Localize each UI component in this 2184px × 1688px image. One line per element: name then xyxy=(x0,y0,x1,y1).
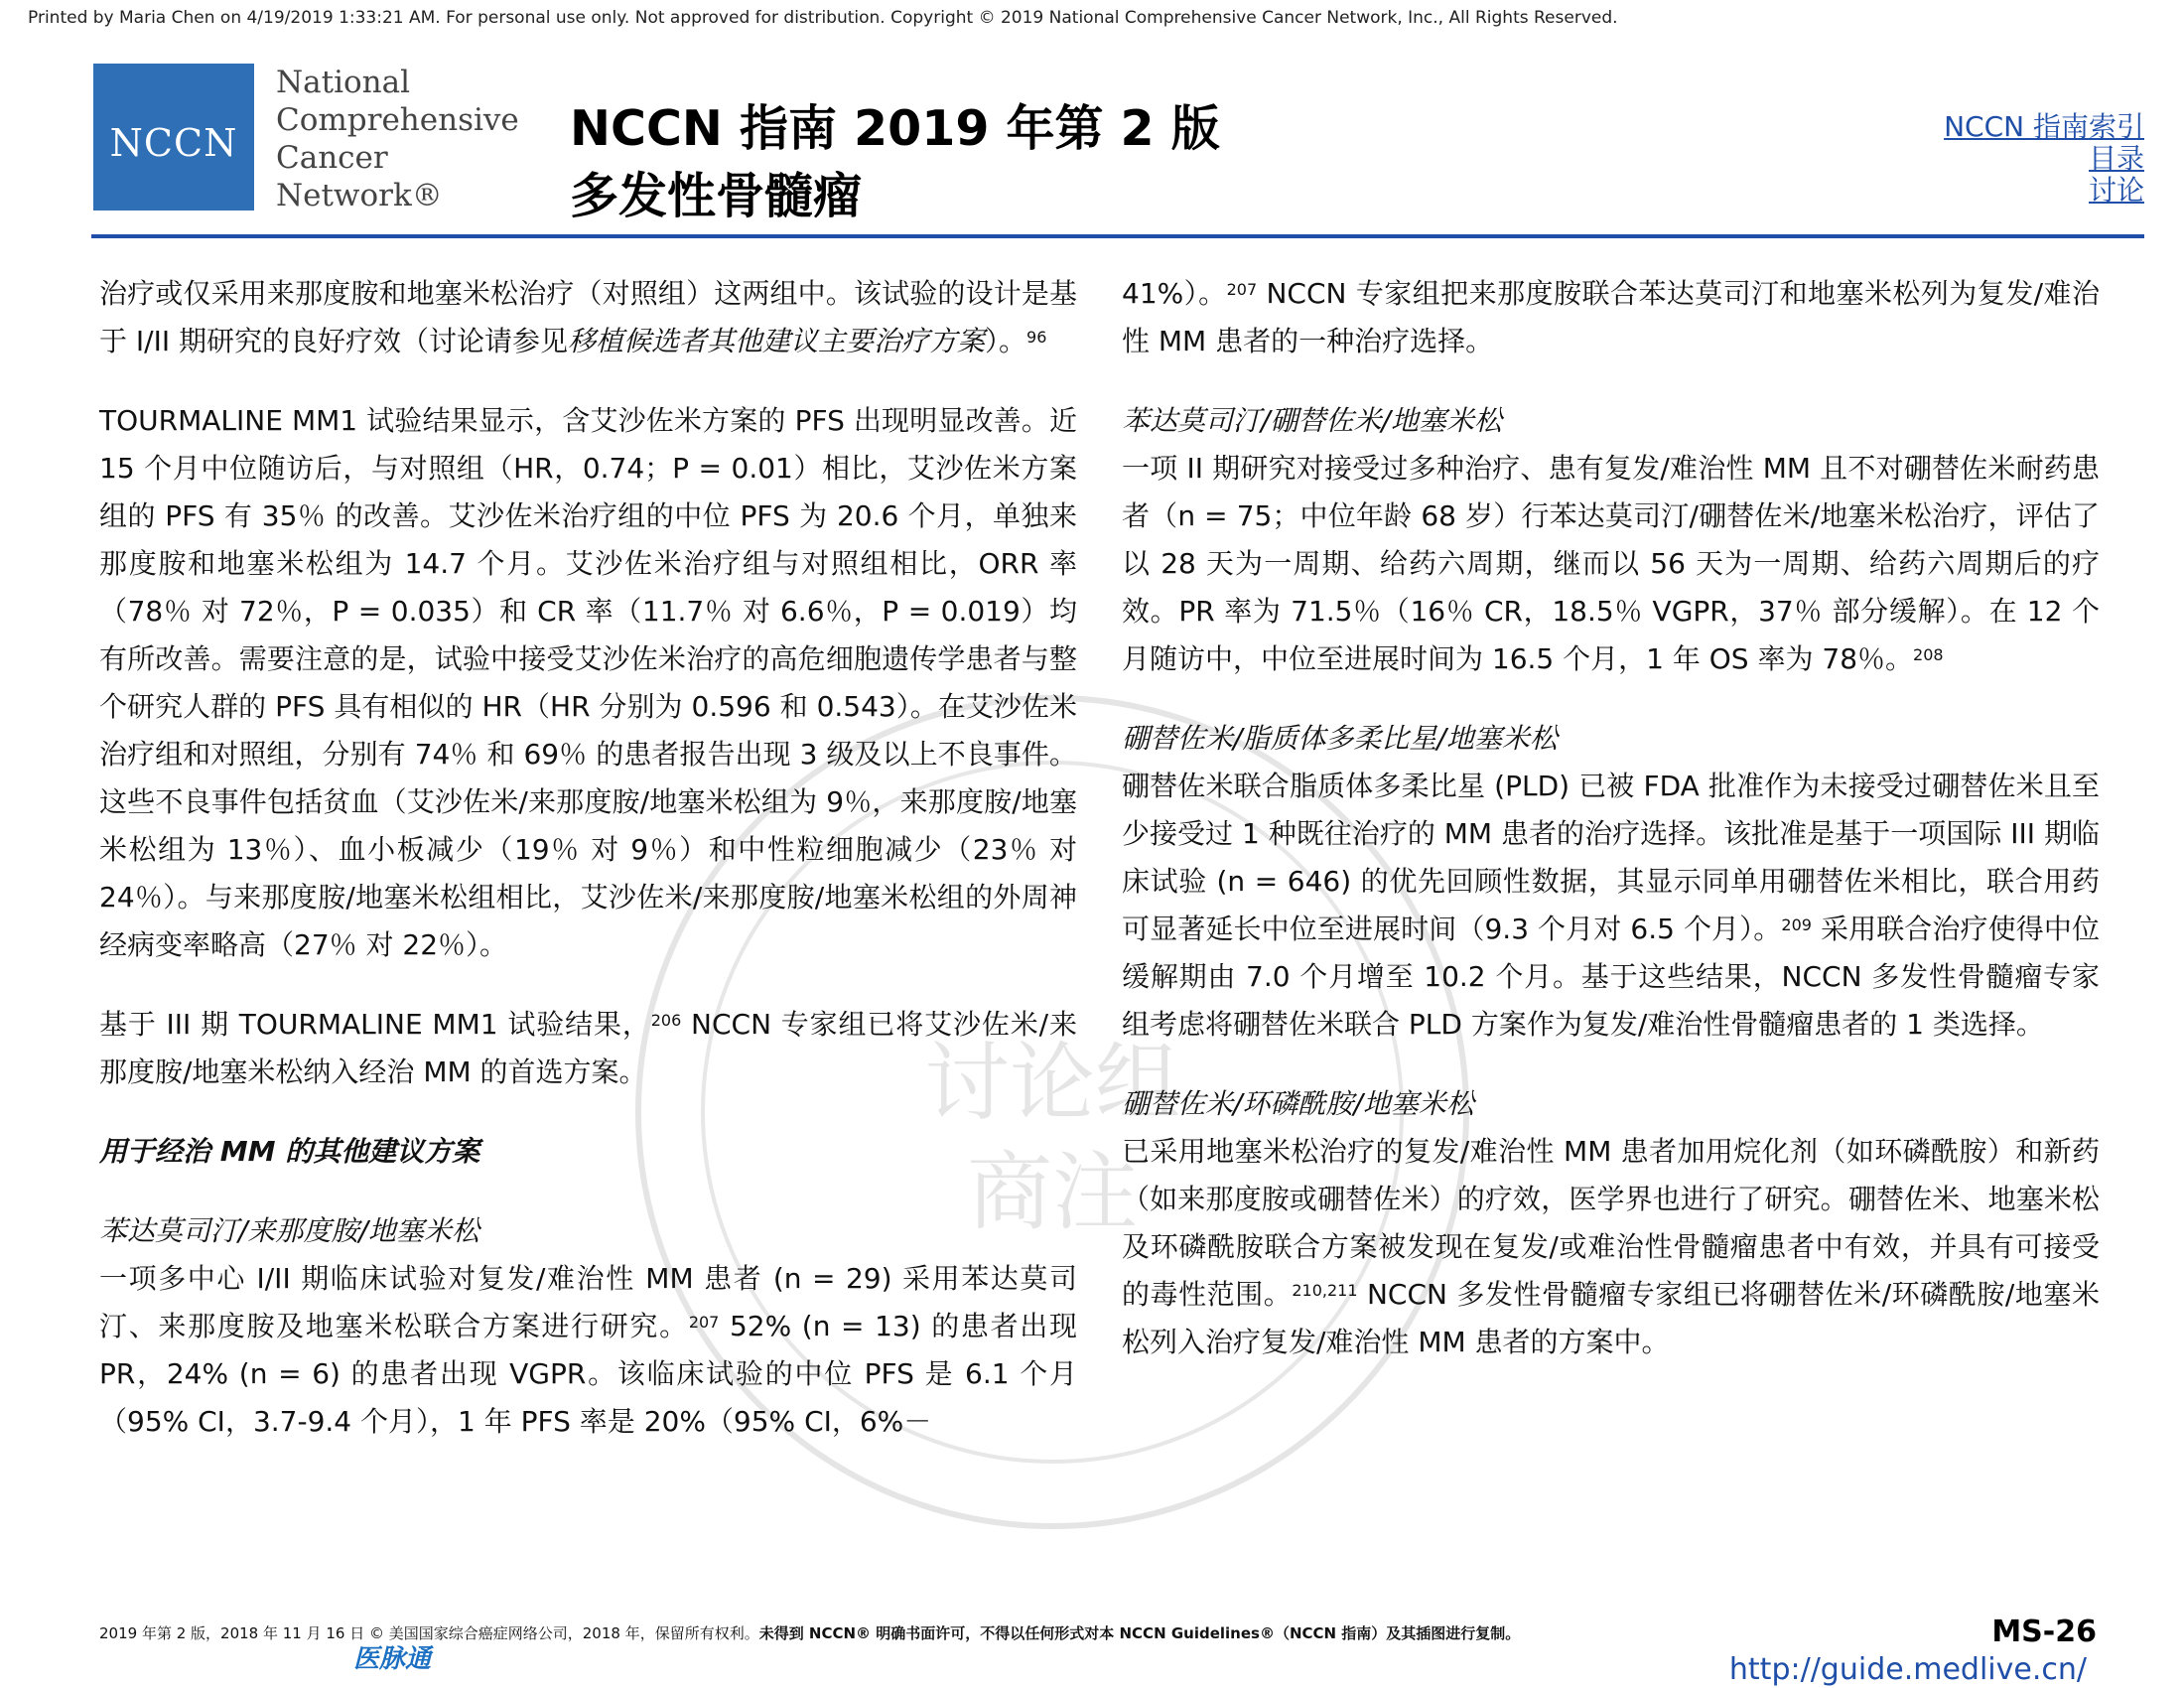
reference-number: 207 xyxy=(1226,280,1258,299)
nav-link-guideline-index[interactable]: NCCN 指南索引 xyxy=(1944,110,2144,143)
footer-copyright: 2019 年第 2 版，2018 年 11 月 16 日 © 美国国家综合癌症网络公司，2018 年，保留所有权利。未得到 NCCN® 明确书面许可，不得以任何形式对本 NCCN Guidelines®（NCCN 指南）及其插图进行复制。 xyxy=(99,1624,1521,1642)
reference-number: 96 xyxy=(1026,328,1047,347)
right-column xyxy=(1122,270,2100,1398)
reference-number: 209 xyxy=(1781,915,1812,934)
subsection-heading: 苯达莫司汀/来那度胺/地塞米松 xyxy=(99,1214,479,1247)
cross-reference: 移植候选者其他建议主要治疗方案 xyxy=(568,325,986,357)
paragraph: TOURMALINE MM1 试验结果显示，含艾沙佐米方案的 PFS 出现明显改善。近 15 个月中位随访后，与对照组（HR，0.74；P = 0.01）相比，艾沙佐米方案组的 PFS 有 35％ 的改善。艾沙佐米治疗组的中位 PFS 为 20.6 个月，单独来那度胺和地塞米松组为 14.7 个月。艾沙佐米治疗组与对照组相比，ORR 率（78％ 对 72％，P = 0.035）和 CR 率（11.7％ 对 6.6％，P = 0.019）均有所改善。需要注意的是，试验中接受艾沙佐米治疗的高危细胞遗传学患者与整个研究人群的 PFS 具有相似的 HR（HR 分别为 0.596 和 0.543）。在艾沙佐米治疗组和对照组，分别有 74％ 和 69％ 的患者报告出现 3 级及以上不良事件。 这些不良事件包括贫血（艾沙佐米/来那度胺/地塞米松组为 9％，来那度胺/地塞米松组为 13％）、血小板减少（19％ 对 9％）和中性粒细胞减少（23％ 对 24％）。与来那度胺/地塞米松组相比，艾沙佐米/来那度胺/地塞米松组的外周神经病变率略高（27％ 对 22％）。 xyxy=(99,404,1077,961)
reference-number: 207 xyxy=(688,1313,720,1332)
logo-text: NCCN xyxy=(109,121,238,165)
page-number: MS-26 xyxy=(1991,1615,2097,1649)
paragraph: 41%）。$^{207}$ NCCN 专家组把来那度胺联合苯达莫司汀和地塞米松列为复发/难治性 MM 患者的一种治疗选择。 xyxy=(1122,277,2100,357)
reference-number: 208 xyxy=(1913,645,1944,664)
logo-word: Comprehensive xyxy=(276,102,519,138)
print-notice: Printed by Maria Chen on 4/19/2019 1:33:21 AM. For personal use only. Not approved for distribution. Copyright © 2019 National Comprehensive Cancer Network, Inc., All Rights Reserved. xyxy=(28,8,1618,28)
logo-word: Network® xyxy=(276,178,443,213)
reference-number: 206 xyxy=(650,1011,682,1030)
nav-link-contents[interactable]: 目录 xyxy=(2088,142,2144,175)
logo-word: National xyxy=(276,65,411,100)
logo-wordmark xyxy=(276,64,519,214)
paragraph: 一项 II 期研究对接受过多种治疗、患有复发/难治性 MM 且不对硼替佐米耐药患者（n = 75；中位年龄 68 岁）行苯达莫司汀/硼替佐米/地塞米松治疗，评估了以 28 天为一周期、给药六周期，继而以 56 天为一周期、给药六周期后的疗效。PR 率为 71.5％（16％ CR，18.5％ VGPR，37％ 部分缓解）。在 12 个月随访中，中位至进展时间为 16.5 个月，1 年 OS 率为 78％。$^{208}$ xyxy=(1122,452,2100,675)
paragraph: 一项多中心 I/II 期临床试验对复发/难治性 MM 患者 (n = 29) 采用苯达莫司汀、来那度胺及地塞米松联合方案进行研究。$^{207}$ 52% (n = 13) 的患者出现 PR，24% (n = 6) 的患者出现 VGPR。该临床试验的中位 PFS 是 6.1 个月（95% CI，3.7-9.4 个月），1 年 PFS 率是 20%（95% CI，6%－ xyxy=(99,1262,1077,1438)
title-line-1: NCCN 指南 2019 年第 2 版 xyxy=(570,100,1220,157)
title-line-2: 多发性骨髓瘤 xyxy=(570,168,863,224)
subsection-heading: 硼替佐米/环磷酰胺/地塞米松 xyxy=(1122,1087,1474,1120)
header-nav xyxy=(1944,111,2144,207)
nav-link-discussion[interactable]: 讨论 xyxy=(2088,174,2144,207)
medlive-logo: 医脉通 xyxy=(353,1644,432,1674)
page-title xyxy=(570,95,1220,230)
subsection-heading: 苯达莫司汀/硼替佐米/地塞米松 xyxy=(1122,404,1502,437)
watermark-text: 讨论组 商注 xyxy=(924,1034,1180,1242)
paragraph: 硼替佐米联合脂质体多柔比星 (PLD) 已被 FDA 批准作为未接受过硼替佐米且至少接受过 1 种既往治疗的 MM 患者的治疗选择。该批准是基于一项国际 III 期临床试验 (n = 646) 的优先回顾性数据，其显示同单用硼替佐米相比，联合用药可显著延长中位至进展时间（9.3 个月对 6.5 个月）。$^{209}$ 采用联合治疗使得中位缓解期由 7.0 个月增至 10.2 个月。基于这些结果，NCCN 多发性骨髓瘤专家组考虑将硼替佐米联合 PLD 方案作为复发/难治性骨髓瘤患者的 1 类选择。 xyxy=(1122,770,2101,1041)
section-heading: 用于经治 MM 的其他建议方案 xyxy=(99,1135,480,1168)
logo-word: Cancer xyxy=(276,140,388,176)
paragraph: 已采用地塞米松治疗的复发/难治性 MM 患者加用烷化剂（如环磷酰胺）和新药（如来那度胺或硼替佐米）的疗效，医学界也进行了研究。硼替佐米、地塞米松及环磷酰胺联合方案被发现在复发/或难治性骨髓瘤患者中有效，并具有可接受的毒性范围。$^{210,211}$ NCCN 多发性骨髓瘤专家组已将硼替佐米/环磷酰胺/地塞米松列入治疗复发/难治性 MM 患者的方案中。 xyxy=(1122,1135,2100,1358)
nccn-logo[interactable] xyxy=(93,64,254,211)
reference-number: 210,211 xyxy=(1292,1281,1358,1300)
paragraph: 治疗或仅采用来那度胺和地塞米松治疗（对照组）这两组中。该试验的设计是基于 I/II 期研究的良好疗效（讨论请参见移植候选者其他建议主要治疗方案）。$^{96}$ xyxy=(99,277,1077,357)
paragraph: 基于 III 期 TOURMALINE MM1 试验结果，$^{206}$ NCCN 专家组已将艾沙佐米/来那度胺/地塞米松纳入经治 MM 的首选方案。 xyxy=(99,1008,1077,1088)
footer-url[interactable]: http://guide.medlive.cn/ xyxy=(1728,1652,2087,1687)
left-column xyxy=(99,270,1077,1477)
header-divider xyxy=(91,234,2144,238)
subsection-heading: 硼替佐米/脂质体多柔比星/地塞米松 xyxy=(1122,722,1558,755)
